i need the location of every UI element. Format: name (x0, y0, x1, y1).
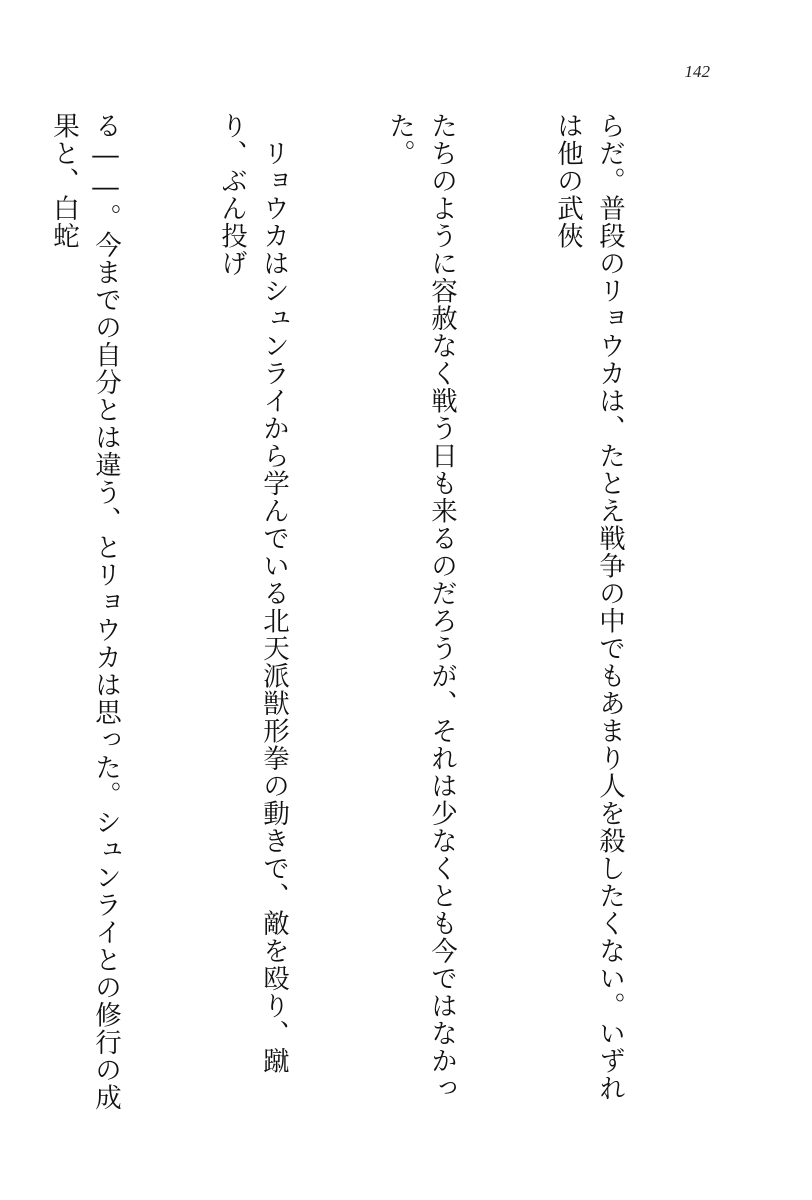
page-number: 142 (684, 62, 710, 81)
body-text (0, 112, 714, 1112)
text-line-2: たちのように容赦なく戦う日も来るのだろうが、それは少なくとも今ではなかった。 (384, 112, 457, 1102)
text-line-3: リョウカはシュンライから学んでいる北天派獣形拳の動きで、敵を殴り、蹴り、ぶん投げ (216, 112, 289, 1075)
text-line-4: る――。今までの自分とは違う、とリョウカは思った。シュンライとの修行の成果と、白蛇 (48, 112, 121, 1111)
text-line-1: らだ。普段のリョウカは、たとえ戦争の中でもあまり人を殺したくない。いずれは他の武俠 (552, 112, 625, 1102)
